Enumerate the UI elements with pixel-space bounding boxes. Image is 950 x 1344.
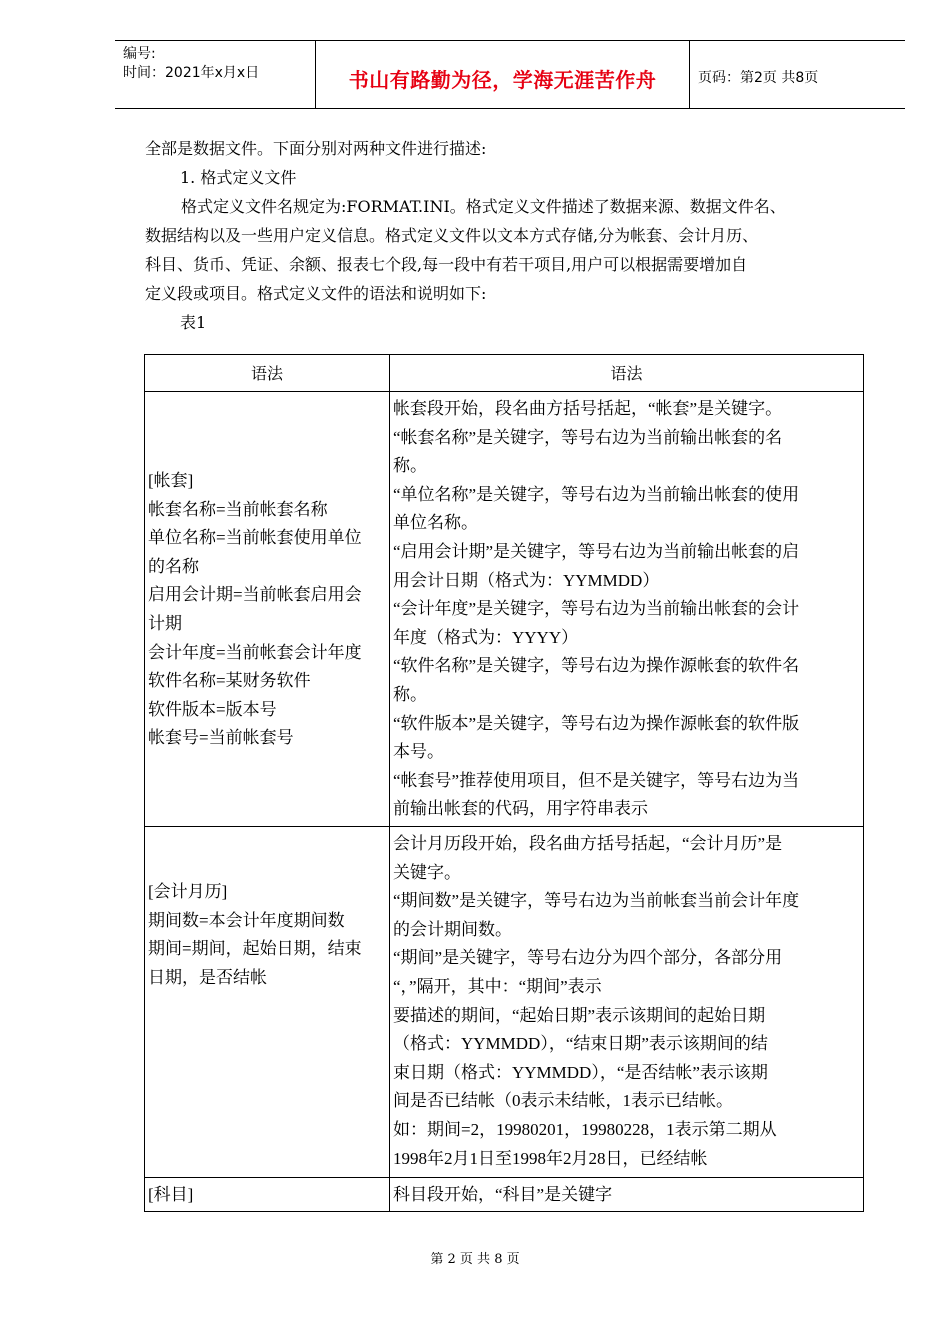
table-row-divider [145, 1177, 863, 1178]
cell-line: 关键字。 [393, 862, 461, 882]
table-row-divider [145, 391, 863, 392]
cell-line: 日期，是否结帐 [148, 967, 267, 987]
page-header [115, 40, 905, 109]
cell-line: 期间数=本会计年度期间数 [148, 910, 345, 930]
cell-line: 称。 [393, 684, 427, 704]
motto-text: 书山有路勤为径，学海无涯苦作舟 [348, 68, 657, 92]
cell-line: 会计月历段开始，段名曲方括号括起，“会计月历”是 [393, 834, 783, 853]
page-footer: 第 2 页 共 8 页 [430, 1252, 520, 1267]
cell-line: 前输出帐套的代码，用字符串表示 [393, 799, 648, 819]
cell-line: “期间”是关键字，等号右边分为四个部分，各部分用 [393, 948, 783, 968]
table-caption: 表1 [180, 313, 207, 332]
table-row-divider [145, 826, 863, 827]
time-label: 时间：2021年x月x日 [123, 65, 260, 81]
cell-line: [会计月历] [148, 882, 228, 901]
cell-line: 如：期间=2，19980201，19980228，1表示第二期从 [393, 1119, 777, 1139]
cell-line: “期间数”是关键字，等号右边为当前帐套当前会计年度 [393, 891, 800, 911]
cell-line: 帐套号=当前帐套号 [148, 728, 294, 748]
cell-line: 称。 [393, 456, 427, 476]
cell-line: 用会计日期（格式为：YYMMDD） [393, 570, 660, 590]
cell-line: 会计年度=当前帐套会计年度 [148, 642, 362, 662]
cell-line: 帐套段开始，段名曲方括号括起，“帐套”是关键字。 [393, 399, 783, 418]
cell-line: 启用会计期=当前帐套启用会 [148, 585, 362, 605]
cell-line: [帐套] [148, 471, 194, 490]
page-info-text: 页码：第2页 共8页 [698, 70, 819, 86]
cell-line: 期间=期间，起始日期，结束 [148, 939, 362, 959]
cell-line: 计期 [148, 613, 182, 633]
cell-line: “软件版本”是关键字，等号右边为操作源帐套的软件版 [393, 713, 800, 733]
section-heading: 1. 格式定义文件 [180, 168, 297, 187]
header-motto [316, 41, 690, 108]
cell-line: 要描述的期间，“起始日期”表示该期间的起始日期 [393, 1005, 766, 1025]
table-cell-syntax [148, 1181, 193, 1210]
cell-line: “会计年度”是关键字，等号右边为当前输出帐套的会计 [393, 599, 800, 619]
cell-line: “帐套号”推荐使用项目，但不是关键字，等号右边为当 [393, 770, 800, 790]
intro-paragraph: 全部是数据文件。下面分别对两种文件进行描述: [145, 139, 487, 158]
table-cell-description [393, 830, 799, 1173]
paragraph-line: 格式定义文件名规定为:FORMAT.INI。格式定义文件描述了数据来源、数据文件名、 [181, 197, 786, 216]
cell-line: 束日期（格式：YYMMDD），“是否结帐”表示该期 [393, 1062, 768, 1082]
cell-line: 间是否已结帐（0表示未结帐，1表示已结帐。 [393, 1091, 733, 1111]
cell-line: “软件名称”是关键字，等号右边为操作源帐套的软件名 [393, 656, 800, 676]
number-label: 编号: [123, 46, 156, 62]
cell-line: 科目段开始，“科目”是关键字 [393, 1185, 613, 1204]
table-header-syntax: 语法 [250, 366, 283, 383]
header-meta [115, 41, 316, 108]
cell-line: 帐套名称=当前帐套名称 [148, 499, 328, 519]
cell-line: 软件名称=某财务软件 [148, 671, 311, 691]
cell-line: 的名称 [148, 556, 199, 576]
table-cell-description [393, 1181, 612, 1210]
header-page-info [690, 41, 905, 108]
syntax-table [144, 354, 864, 1212]
table-column-divider [389, 355, 390, 1211]
paragraph-line: 科目、货币、凭证、余额、报表七个段,每一段中有若干项目,用户可以根据需要增加自 [145, 255, 748, 274]
cell-line: 单位名称=当前帐套使用单位 [148, 528, 362, 548]
format-description-paragraph [145, 192, 865, 308]
cell-line: （格式：YYMMDD），“结束日期”表示该期间的结 [393, 1034, 768, 1054]
cell-line: 软件版本=版本号 [148, 699, 277, 719]
table-header-description: 语法 [610, 366, 643, 383]
table-cell-description [393, 395, 799, 824]
cell-line: “帐套名称”是关键字，等号右边为当前输出帐套的名 [393, 427, 783, 447]
cell-line: 年度（格式为：YYYY） [393, 627, 579, 647]
cell-line: [科目] [148, 1185, 194, 1204]
table-cell-syntax [148, 878, 362, 992]
table-cell-syntax [148, 467, 362, 753]
cell-line: “，”隔开，其中：“期间”表示 [393, 976, 602, 996]
cell-line: “启用会计期”是关键字，等号右边为当前输出帐套的启 [393, 541, 800, 561]
cell-line: 单位名称。 [393, 513, 478, 533]
paragraph-line: 数据结构以及一些用户定义信息。格式定义文件以文本方式存储,分为帐套、会计月历、 [145, 226, 759, 245]
paragraph-line: 定义段或项目。格式定义文件的语法和说明如下: [145, 284, 487, 303]
cell-line: “单位名称”是关键字，等号右边为当前输出帐套的使用 [393, 484, 800, 504]
cell-line: 1998年2月1日至1998年2月28日，已经结帐 [393, 1148, 708, 1168]
cell-line: 本号。 [393, 742, 444, 762]
cell-line: 的会计期间数。 [393, 919, 512, 939]
